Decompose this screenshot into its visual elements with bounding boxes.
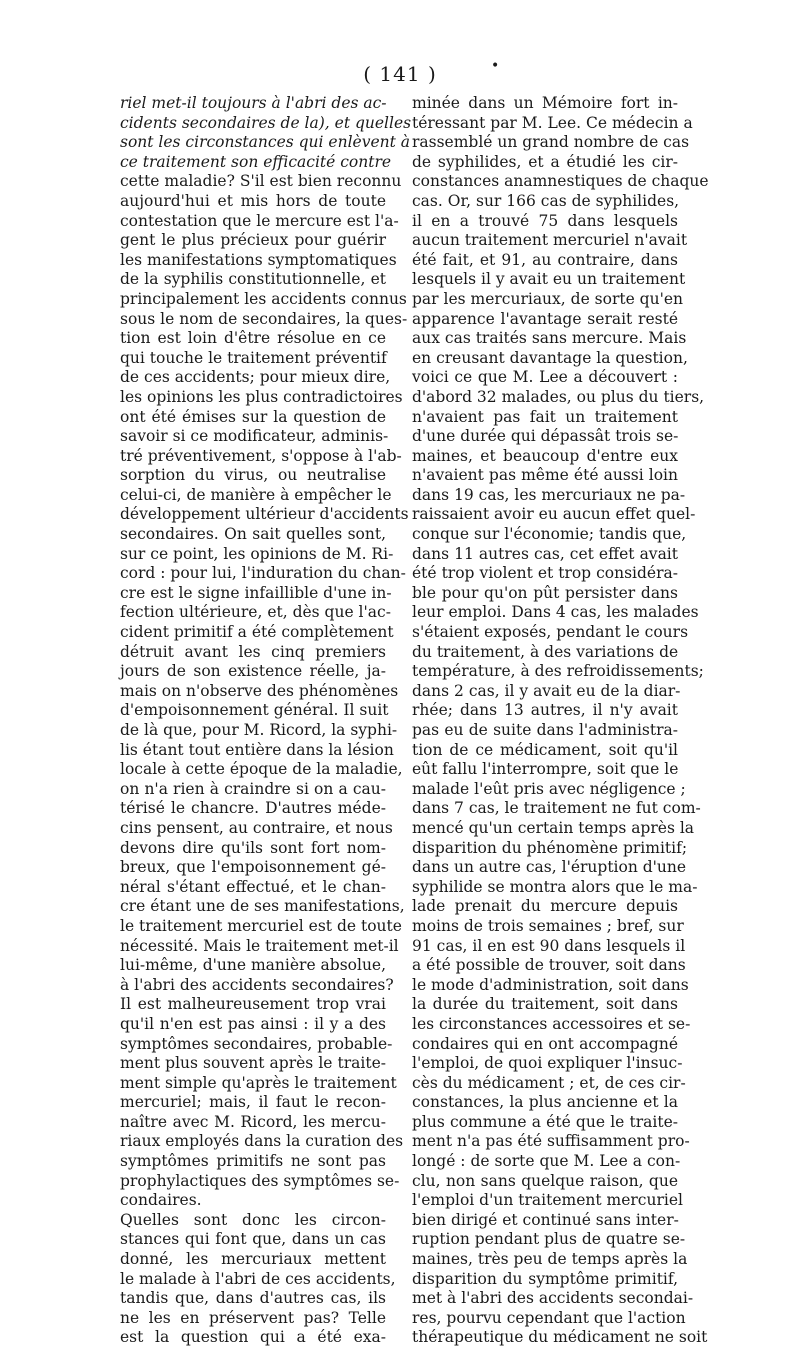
right-column-line [412,505,696,525]
right-column-line [412,1191,683,1211]
text-line: sont les circonstances qui enlèvent à [120,133,411,152]
right-column-line [412,447,678,467]
right-column-line [412,387,705,408]
left-column-line [120,936,399,957]
left-column-line [120,152,392,173]
text-line: res, pourvu cependant que l'action [412,1308,686,1327]
left-column-line [120,1152,386,1172]
text-line: d'abord 32 malades, ou plus du tiers, [412,387,705,406]
text-line: ment n'a pas été suffisamment pro- [412,1132,690,1151]
right-column-line [412,231,688,251]
text-line: cas. Or, sur 166 cas de syphilides, [412,191,680,210]
text-line: leur emploi. Dans 4 cas, les malades [412,603,699,622]
right-column-line [412,975,689,996]
right-column-line [412,681,681,702]
text-line: dans 19 cas, les mercuriaux ne pa- [412,485,686,504]
left-column-line [120,94,386,114]
text-line: lade prenait du mercure depuis [412,897,678,916]
text-line: naître avec M. Ricord, les mercu- [120,1112,386,1131]
right-column-line [412,466,678,486]
right-column-line [412,1172,678,1192]
text-line: les opinions les plus contradictoires [120,387,403,406]
right-column-line [412,818,695,839]
left-column-line [120,446,402,467]
text-line: jours de son existence réelle, ja- [120,662,386,681]
left-column-line [120,387,403,408]
left-column-line [120,211,399,232]
right-column-line [412,94,678,114]
left-column-line [120,133,411,153]
right-column-line [412,721,678,741]
left-column-line [120,1171,400,1192]
right-column-line [412,172,709,192]
text-line: donné, les mercuriaux mettent [120,1250,386,1269]
left-column-line [120,956,386,976]
text-line: n'avaient pas même été aussi loin [412,466,678,485]
left-column-line [120,721,398,741]
left-column-line [120,740,394,761]
text-line: il en a trouvé 75 dans lesquels [412,211,678,230]
text-line: gent le plus précieux pour guérir [120,231,386,250]
left-column-line [120,1054,386,1074]
text-line: contestation que le mercure est l'a- [120,211,399,230]
right-column-line [412,329,687,349]
right-column-line [412,1113,678,1133]
left-column-line [120,329,386,349]
text-line: a été possible de trouver, soit dans [412,956,686,975]
right-column-line [412,858,687,878]
text-line: rhée; dans 13 autres, il n'y avait [412,701,678,720]
text-line: stances qui font que, dans un cas [120,1230,386,1249]
left-column-line [120,1230,386,1250]
text-line: eût fallu l'interrompre, soit que le [412,760,679,779]
text-line: développement ultérieur d'accidents [120,505,409,524]
text-line: plus commune a été que le traite- [412,1112,678,1131]
text-line: détruit avant les cinq premiers [120,642,386,661]
right-column-line [412,251,678,271]
text-line: cès du médicament ; et, de ces cir- [412,1073,686,1092]
right-column-line [412,662,704,682]
text-line: cre étant une de ses manifestations, [120,897,405,916]
right-column-line [412,897,678,917]
left-column-line [120,368,391,388]
text-line: fection ultérieure, et, dès que l'ac- [120,603,391,622]
right-column-line [412,1093,678,1113]
text-line: minée dans un Mémoire fort in- [412,94,678,112]
text-line: sorption du virus, ou neutralise [120,466,386,485]
right-column-line [412,525,687,545]
text-line: cidents secondaires de la), et quelles [120,113,412,132]
left-column-line [120,1250,386,1270]
text-line: constances anamnestiques de chaque [412,172,709,191]
text-line: disparition du symptôme primitif, [412,1269,678,1288]
left-column-line [120,408,386,428]
text-line: téressant par M. Lee. Ce médecin a [412,113,693,132]
text-line: s'étaient exposés, pendant le cours [412,623,689,642]
text-line: dans 7 cas, le traitement ne fut com- [412,799,701,818]
text-line: riel met-il toujours à l'abri des ac- [120,94,387,112]
text-line: ont été émises sur la question de [120,407,386,426]
left-column-line [120,525,386,545]
text-line: mais on n'observe des phénomènes [120,681,399,700]
text-line: cins pensent, au contraire, et nous [120,818,393,837]
text-line: nécessité. Mais le traitement met-il [120,936,399,955]
text-line: ment simple qu'après le traitement [120,1073,397,1092]
text-line: 91 cas, il en est 90 dans lesquels il [412,936,686,955]
right-column-line [412,133,690,153]
right-column-line [412,192,678,212]
right-column-line [412,153,678,173]
text-line: l'emploi d'un traitement mercuriel [412,1191,683,1210]
right-column-line [412,1073,686,1094]
text-line: voici ce que M. Lee a découvert : [412,368,678,387]
left-column-line [120,192,386,212]
text-line: cette maladie? S'il est bien reconnu [120,172,402,191]
text-line: par les mercuriaux, de sorte qu'en [412,289,684,308]
left-column-line [120,1073,397,1094]
text-line: lui-même, d'une manière absolue, [120,956,387,975]
right-column-line [412,1230,686,1250]
left-column-line [120,995,386,1015]
right-column-line [412,289,684,310]
left-column-line [120,466,386,486]
text-line: secondaires. On sait quelles sont, [120,525,386,544]
right-column-line [412,643,678,663]
left-column-line [120,1034,393,1055]
right-column-line [412,603,699,623]
text-line: tion de ce médicament, soit qu'il [412,740,678,759]
left-column-line [120,623,394,643]
text-line: le malade à l'abri de ces accidents, [120,1269,396,1288]
right-column-line [412,270,686,290]
left-column-line [120,643,386,663]
text-line: le traitement mercuriel est de toute [120,916,402,935]
text-line: lesquels il y avait eu un traitement [412,270,686,289]
left-column-line [120,583,392,604]
text-line: aux cas traités sans mercure. Mais [412,329,687,348]
right-column-line [412,584,678,604]
left-column-line [120,1211,386,1231]
text-line: est la question qui a été exa- [120,1328,386,1347]
text-line: ce traitement son efficacité contre [120,152,392,171]
text-line: syphilide se montra alors que le ma- [412,877,698,896]
text-line: apparence l'avantage serait resté [412,309,678,328]
text-line: néral s'étant effectué, et le chan- [120,877,386,896]
right-column-line [412,936,686,957]
left-column-line [120,270,386,290]
text-line: d'empoisonnement général. Il suit [120,701,389,720]
left-column-line [120,172,402,192]
text-line: cident primitif a été complètement [120,623,394,642]
right-column-line [412,1328,708,1348]
text-line: térisé le chancre. D'autres méde- [120,799,386,818]
right-column-line [412,113,693,134]
right-column-line [412,485,686,506]
text-line: cre est le signe infaillible d'une in- [120,583,392,602]
left-column-line [120,309,408,330]
page-number: ( 141 ) [363,62,437,86]
text-line: aujourd'hui et mis hors de toute [120,191,386,210]
text-line: le mode d'administration, soit dans [412,975,689,994]
left-column-line [120,250,397,271]
text-line: on n'a rien à craindre si on a cau- [120,779,386,798]
right-column-line [412,877,698,898]
left-column-line [120,1309,386,1329]
left-column-line [120,427,389,447]
text-line: qu'il n'en est pas ainsi : il y a des [120,1014,386,1033]
right-column-line [412,310,678,330]
text-line: malade l'eût pris avec négligence ; [412,779,686,798]
text-line: ble pour qu'on pût persister dans [412,583,678,602]
right-column-line [412,741,678,761]
text-line: ne les en préservent pas? Telle [120,1308,386,1327]
text-line: à l'abri des accidents secondaires? [120,975,394,994]
right-column-line [412,212,678,232]
text-line: température, à des refroidissements; [412,662,704,681]
text-line: symptômes primitifs ne sont pas [120,1152,386,1171]
text-line: pas eu de suite dans l'administra- [412,721,678,739]
left-column [120,94,412,1348]
left-column-line [120,485,392,506]
text-line: cord : pour lui, l'induration du chan- [120,564,406,583]
left-column-line [120,701,389,721]
left-column-line [120,760,403,780]
text-line: sous le nom de secondaires, la ques- [120,309,408,328]
text-line: de ces accidents; pour mieux dire, [120,368,391,387]
text-line: tion est loin d'être résolue en ce [120,329,386,348]
text-line: de là que, pour M. Ricord, la syphi- [120,721,398,739]
text-line: aucun traitement mercuriel n'avait [412,231,688,250]
right-column-line [412,1054,683,1074]
left-column-line [120,1132,404,1152]
right-column-line [412,1289,694,1309]
text-line: qui touche le traitement préventif [120,348,387,367]
right-column-line [412,701,678,721]
right-column-line [412,1250,688,1270]
text-line: met à l'abri des accidents secondai- [412,1289,694,1308]
text-line: en creusant davantage la question, [412,348,688,367]
left-column-line [120,681,399,702]
text-line: n'avaient pas fait un traitement [412,407,678,426]
right-column-line [412,779,686,800]
left-column-line [120,349,386,369]
left-column-line [120,505,409,525]
text-line: mercuriel; mais, il faut le recon- [120,1093,386,1112]
left-column-line [120,799,386,819]
left-column-line [120,1093,386,1113]
text-line: dans 2 cas, il y avait eu de la diar- [412,681,681,700]
left-column-line [120,544,394,565]
left-column-line [120,231,386,251]
right-column-line [412,799,701,819]
right-column-line [412,1270,678,1290]
text-line: prophylactiques des symptômes se- [120,1171,400,1190]
text-line: tré préventivement, s'oppose à l'ab- [120,446,402,465]
right-column-line [412,348,688,369]
right-column-line [412,368,678,388]
right-column-line [412,1152,681,1172]
right-column [412,94,709,1348]
right-column-line [412,408,678,428]
right-column-line [412,995,678,1015]
margin-mark: • [491,58,500,74]
text-line: condaires qui en ont accompagné [412,1034,678,1053]
text-line: de syphilides, et a étudié les cir- [412,152,678,171]
left-column-line [120,289,407,310]
right-column-line [412,545,678,565]
right-column-line [412,956,686,976]
text-line: de la syphilis constitutionnelle, et [120,270,386,289]
text-line: condaires. [120,1191,202,1210]
left-column-line [120,839,386,859]
text-line: ruption pendant plus de quatre se- [412,1230,686,1249]
text-line: celui-ci, de manière à empêcher le [120,485,392,504]
text-line: les circonstances accessoires et se- [412,1014,691,1033]
right-column-line [412,916,684,937]
left-column-line [120,1328,386,1348]
text-line: les manifestations symptomatiques [120,250,397,269]
left-column-line [120,1113,386,1133]
text-line: breux, que l'empoisonnement gé- [120,858,386,877]
left-column-line [120,564,406,584]
right-column-line [412,1308,686,1329]
text-line: été trop violent et trop considéra- [412,564,678,583]
text-line: la durée du traitement, soit dans [412,995,678,1014]
left-column-line [120,662,386,682]
text-line: l'emploi, de quoi expliquer l'insuc- [412,1054,683,1073]
text-line: rassemblé un grand nombre de cas [412,133,690,152]
text-line: devons dire qu'ils sont fort nom- [120,838,386,857]
text-line: riaux employés dans la curation des [120,1132,404,1151]
left-column-line [120,603,391,623]
text-line: symptômes secondaires, probable- [120,1034,393,1053]
left-column-line [120,858,386,878]
text-line: locale à cette époque de la maladie, [120,760,403,779]
text-line: dans un autre cas, l'éruption d'une [412,858,687,877]
text-line: d'une durée qui dépassât trois se- [412,427,679,446]
text-line: longé : de sorte que M. Lee a con- [412,1152,681,1171]
text-line: ment plus souvent après le traite- [120,1054,386,1073]
text-line: tandis que, dans d'autres cas, ils [120,1289,386,1308]
left-column-line [120,1289,386,1309]
left-column-line [120,1015,386,1035]
text-line: sur ce point, les opinions de M. Ri- [120,544,394,563]
left-column-line [120,897,405,917]
text-line: mencé qu'un certain temps après la [412,818,695,837]
text-line: lis étant tout entière dans la lésion [120,740,394,759]
text-line: principalement les accidents connus [120,289,407,308]
text-line: du traitement, à des variations de [412,642,679,661]
text-line: Quelles sont donc les circon- [120,1210,386,1229]
text-line: maines, et beaucoup d'entre eux [412,446,678,465]
right-column-line [412,760,678,780]
right-column-line [412,1014,691,1035]
right-column-line [412,427,678,447]
text-line: conque sur l'économie; tandis que, [412,525,687,544]
left-column-line [120,975,394,996]
left-column-line [120,818,393,839]
text-line: été fait, et 91, au contraire, dans [412,250,678,269]
right-column-line [412,1132,690,1152]
left-column-line [120,113,412,134]
text-line: savoir si ce modificateur, adminis- [120,427,389,446]
text-line: bien dirigé et continué sans inter- [412,1210,679,1229]
right-column-line [412,623,689,643]
right-column-line [412,838,688,859]
left-column-line [120,916,402,937]
left-column-line [120,878,386,898]
text-line: constances, la plus ancienne et la [412,1093,678,1112]
text-line: thérapeutique du médicament ne soit [412,1328,708,1347]
text-line: Il est malheureusement trop vrai [120,995,386,1014]
text-line: moins de trois semaines ; bref, sur [412,916,684,935]
right-column-line [412,564,678,584]
text-line: disparition du phénomène primitif; [412,838,688,857]
text-line: clu, non sans quelque raison, que [412,1171,678,1190]
text-line: maines, très peu de temps après la [412,1250,688,1269]
right-column-line [412,1211,678,1231]
right-column-line [412,1035,678,1055]
text-line: raissaient avoir eu aucun effet quel- [412,505,696,524]
left-column-line [120,1191,386,1211]
left-column-line [120,780,386,800]
left-column-line [120,1269,396,1290]
text-line: dans 11 autres cas, cet effet avait [412,544,678,563]
